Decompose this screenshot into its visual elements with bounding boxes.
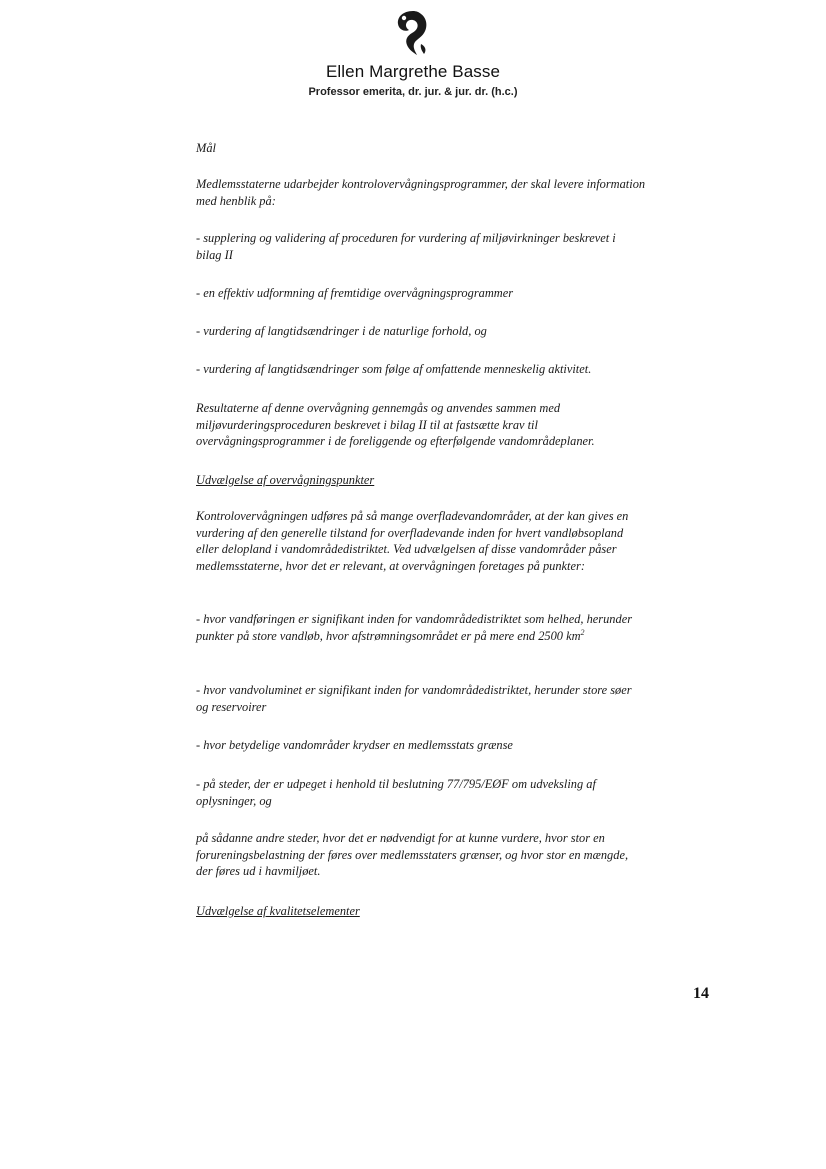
list-item: - på steder, der er udpeget i henhold til beslutning 77/795/EØF om udveksling af oplysninger, og	[196, 777, 596, 808]
superscript: 2	[580, 627, 585, 637]
paragraph-results: Resultaterne af denne overvågning gennemgås og anvendes sammen med miljøvurderingsproceduren beskrevet i bilag II til at fastsætte krav til overvågningsprogrammer i de foreliggende og efterfølgende vandområdeplaner.	[196, 401, 595, 448]
list-item: - hvor vandvoluminet er signifikant inden for vandområdedistriktet, herunder store søer og reservoirer	[196, 683, 632, 714]
section-heading-point-selection: Udvælgelse af overvågningspunkter	[196, 473, 375, 487]
list-item: - supplering og validering af proceduren for vurdering af miljøvirkninger beskrevet i bilag II	[196, 231, 616, 262]
page-number: 14	[693, 985, 709, 1002]
list-item: - hvor betydelige vandområder krydser en medlemsstats grænse	[196, 738, 513, 752]
letterhead	[0, 8, 826, 98]
author-name: Ellen Margrethe Basse	[325, 62, 501, 81]
list-item: - vurdering af langtidsændringer som følge af omfattende menneskelig aktivitet.	[196, 362, 592, 376]
list-item: - en effektiv udformning af fremtidige overvågningsprogrammer	[196, 286, 514, 300]
list-item	[196, 611, 646, 644]
paragraph-control-monitoring: Kontrolovervågningen udføres på så mange overfladevandområder, at der kan gives en vurdering af den generelle tilstand for overfladevande inden for hvert vandløbsopland eller delopland i vandområdedistriktet. Ved udvælgelsen af disse vandområder påser medlemsstaterne, hvor det er relevant, at overvågningen foretages på punkter:	[196, 509, 629, 573]
author-title: Professor emerita, dr. jur. & jur. dr. (h.c.)	[308, 86, 518, 98]
section-heading-goal: Mål	[196, 141, 216, 155]
seahorse-monogram-icon	[391, 8, 435, 58]
paragraph-intro: Medlemsstaterne udarbejder kontrolovervågningsprogrammer, der skal levere information med henblik på:	[196, 177, 646, 208]
section-heading-quality-elements: Udvælgelse af kvalitetselementer	[196, 904, 360, 918]
list-item: - vurdering af langtidsændringer i de naturlige forhold, og	[196, 324, 487, 338]
list-item-text: - hvor vandføringen er signifikant inden for vandområdedistriktet som helhed, herunder punkter på store vandløb, hvor afstrømningsområdet er på mere end 2500 km	[196, 612, 633, 643]
paragraph-other-sites: på sådanne andre steder, hvor det er nødvendigt for at kunne vurdere, hvor stor en forureningsbelastning der føres over medlemsstaters grænser, og hvor stor en mængde, der føres ud i havmiljøet.	[196, 831, 629, 878]
